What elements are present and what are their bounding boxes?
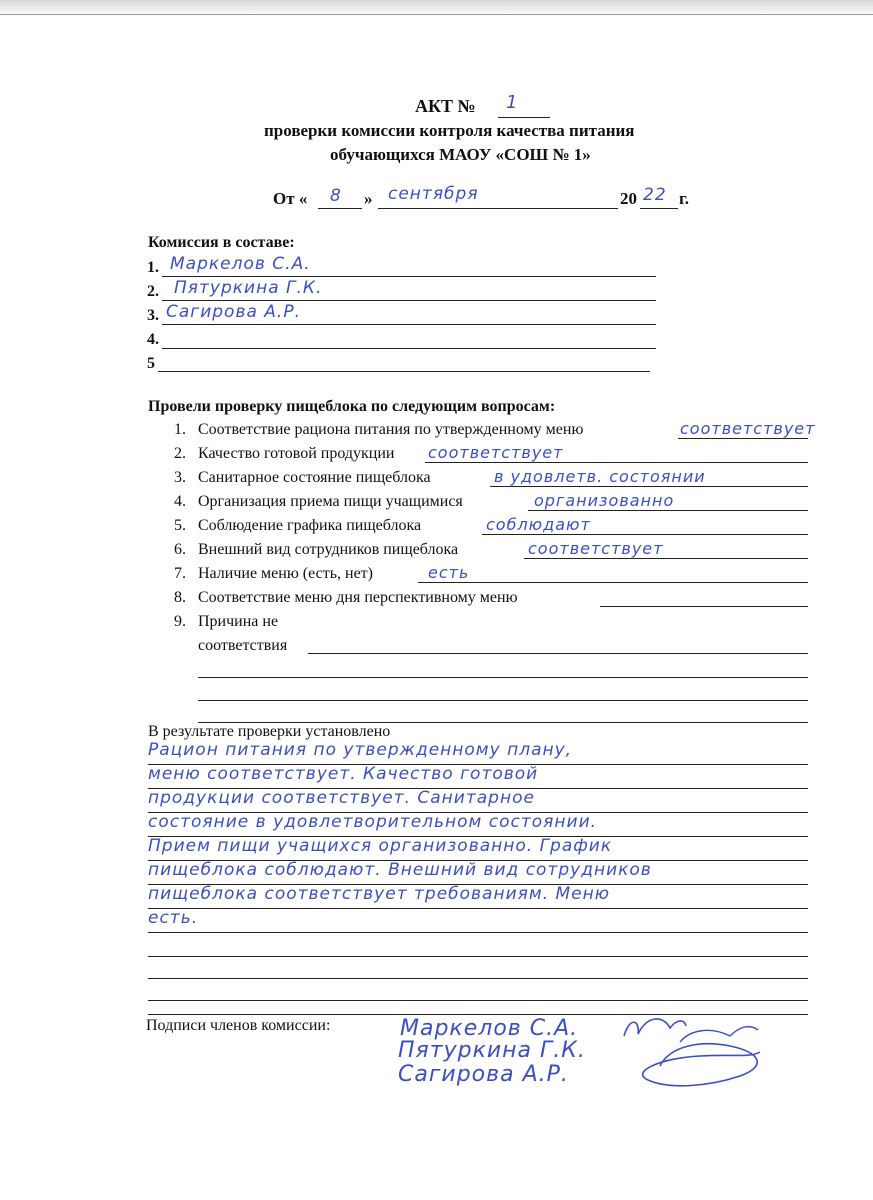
subtitle-line2: обучающихся МАОУ «СОШ № 1»	[330, 145, 591, 164]
member-3-line	[162, 324, 656, 325]
result-text-5: Прием пищи учащихся организованно. График	[148, 836, 613, 856]
member-5-num: 5	[147, 355, 155, 372]
scan-edge-line	[0, 14, 873, 15]
item-6-label: Внешний вид сотрудников пищеблока	[198, 541, 459, 558]
member-1-num: 1.	[147, 259, 159, 276]
result-text-6: пищеблока соблюдают. Внешний вид сотрудников	[148, 860, 652, 880]
signature-scribbles	[600, 1006, 780, 1096]
item-4-label: Организация приема пищи учащимися	[198, 493, 463, 510]
item-4-answer: организованно	[534, 491, 675, 510]
result-text-4: состояние в удовлетворительном состоянии.	[148, 812, 598, 832]
result-line-7	[148, 908, 808, 909]
item-3-answer: в удовлетв. состоянии	[494, 467, 706, 486]
act-number-line	[498, 117, 550, 118]
result-line-11	[148, 1000, 808, 1001]
result-text-2: меню соответствует. Качество готовой	[148, 764, 539, 784]
item-9-line-2	[198, 677, 808, 678]
item-2-label: Качество готовой продукции	[198, 445, 395, 462]
item-2-line	[425, 462, 808, 463]
item-7-label: Наличие меню (есть, нет)	[198, 565, 373, 582]
date-day-line	[318, 208, 362, 209]
member-2-name: Пятуркина Г.К.	[174, 278, 323, 298]
commission-heading: Комиссия в составе:	[148, 234, 295, 251]
item-6-num: 6.	[174, 541, 186, 558]
signature-name-3: Сагирова А.Р.	[398, 1062, 569, 1087]
item-5-line	[482, 534, 808, 535]
item-1-label: Соответствие рациона питания по утвержденному меню	[198, 421, 584, 438]
result-text-1: Рацион питания по утвержденному плану,	[148, 740, 573, 760]
item-6-answer: соответствует	[528, 539, 664, 558]
signature-name-1: Маркелов С.А.	[400, 1016, 579, 1041]
item-4-line	[528, 510, 808, 511]
date-year-suffix: 22	[643, 185, 667, 205]
inspection-heading: Провели проверку пищеблока по следующим вопросам:	[148, 398, 556, 415]
date-year-line	[640, 208, 678, 209]
date-day: 8	[330, 186, 342, 206]
subtitle-line1: проверки комиссии контроля качества питания	[264, 121, 635, 140]
item-3-num: 3.	[174, 469, 186, 486]
result-text-8: есть.	[148, 908, 199, 928]
item-9-label: Причина не	[198, 613, 279, 630]
item-9-num: 9.	[174, 613, 186, 630]
member-2-line	[162, 300, 656, 301]
item-9-line-1	[308, 653, 808, 654]
result-line-10	[148, 978, 808, 979]
result-text-3: продукции соответствует. Санитарное	[148, 788, 535, 808]
date-from: От «	[273, 189, 308, 208]
item-7-line	[418, 582, 808, 583]
item-1-num: 1.	[174, 421, 186, 438]
member-1-name: Маркелов С.А.	[170, 254, 311, 274]
member-4-num: 4.	[147, 331, 159, 348]
item-9-label2: соответствия	[198, 637, 288, 654]
date-month-line	[378, 208, 618, 209]
date-end: г.	[679, 189, 690, 208]
item-4-num: 4.	[174, 493, 186, 510]
item-3-line	[490, 486, 808, 487]
item-1-answer: соответствует	[680, 419, 816, 438]
signatures-label: Подписи членов комиссии:	[146, 1017, 331, 1034]
item-7-num: 7.	[174, 565, 186, 582]
item-5-answer: соблюдают	[486, 515, 591, 534]
item-8-label: Соответствие меню дня перспективному меню	[198, 589, 518, 606]
result-line-8	[148, 932, 808, 933]
item-8-line	[600, 606, 808, 607]
signature-name-2: Пятуркина Г.К.	[398, 1038, 586, 1063]
item-3-label: Санитарное состояние пищеблока	[198, 469, 431, 486]
item-5-num: 5.	[174, 517, 186, 534]
member-4-line	[162, 348, 656, 349]
item-1-line	[678, 438, 808, 439]
date-close: »	[364, 189, 373, 208]
member-3-name: Сагирова А.Р.	[166, 302, 301, 322]
act-number: 1	[506, 92, 519, 113]
result-line-9	[148, 956, 808, 957]
member-5-line	[158, 371, 650, 372]
result-heading: В результате проверки установлено	[148, 723, 391, 740]
member-2-num: 2.	[147, 283, 159, 300]
item-5-label: Соблюдение графика пищеблока	[198, 517, 422, 534]
item-2-num: 2.	[174, 445, 186, 462]
date-year-prefix: 20	[620, 189, 637, 208]
act-title: АКТ №	[415, 96, 476, 116]
item-9-line-3	[198, 700, 808, 701]
item-2-answer: соответствует	[428, 443, 564, 462]
signature-scribble-1	[624, 1019, 686, 1036]
result-text-7: пищеблока соответствует требованиям. Меню	[148, 884, 611, 904]
signature-scribble-2	[643, 1044, 760, 1086]
signature-scribble-3	[680, 1027, 758, 1042]
item-6-line	[524, 558, 808, 559]
item-7-answer: есть	[428, 563, 470, 582]
member-3-num: 3.	[147, 307, 159, 324]
item-8-num: 8.	[174, 589, 186, 606]
date-month: сентября	[388, 184, 479, 204]
member-1-line	[162, 276, 656, 277]
